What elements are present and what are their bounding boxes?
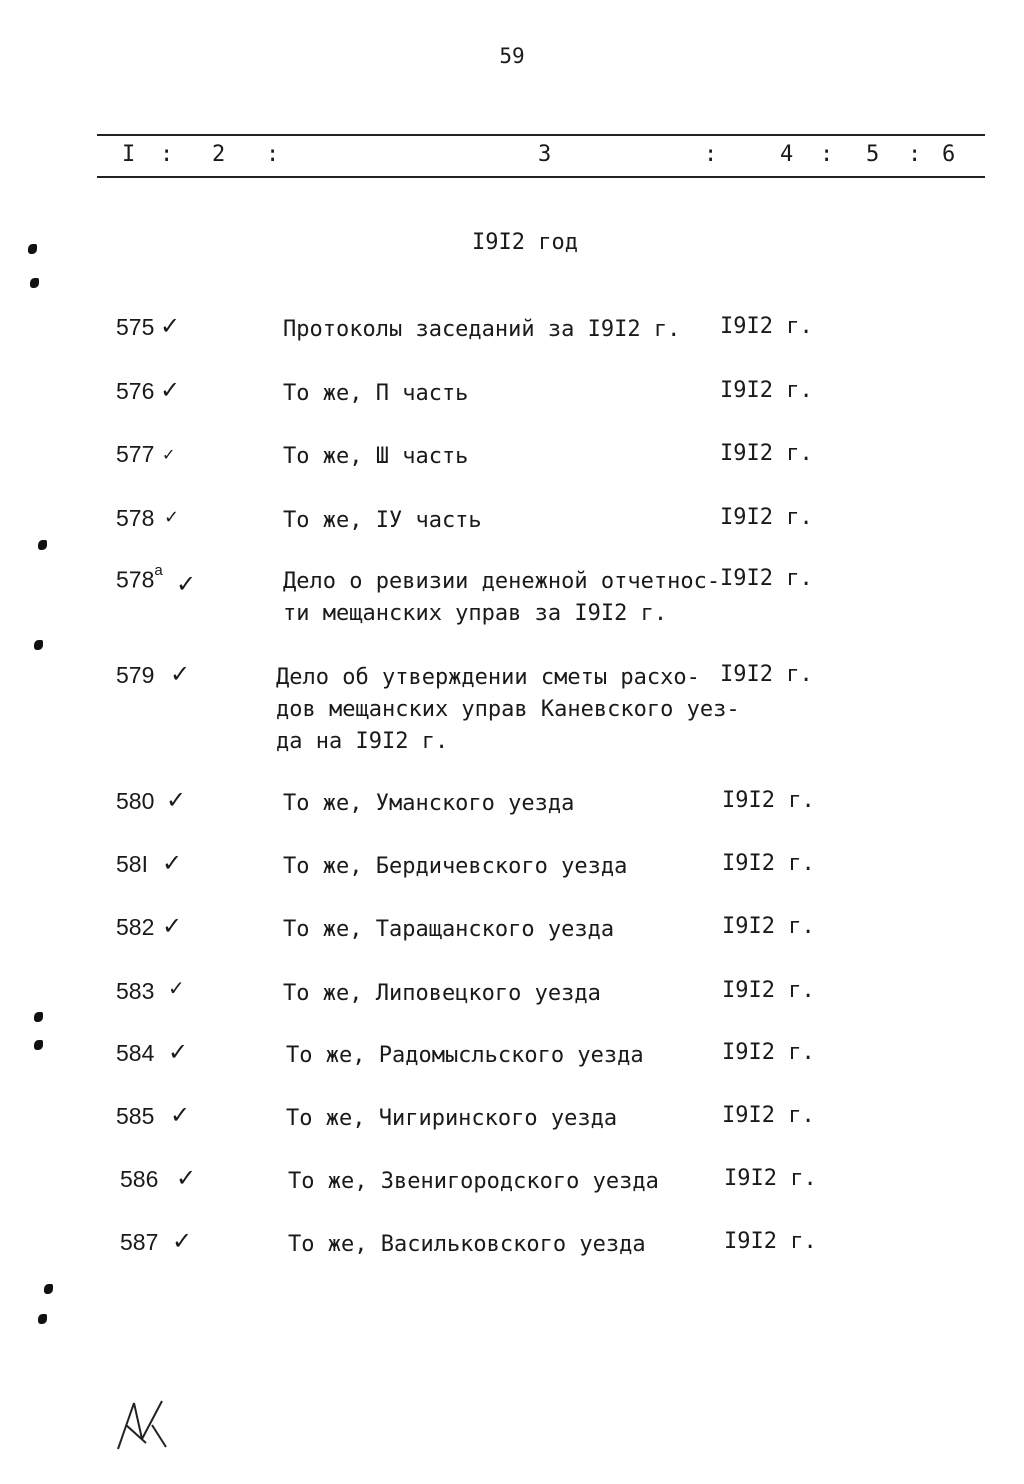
check-mark-icon: ✓ (176, 570, 197, 598)
entry-number (116, 788, 154, 815)
entry-date: I9I2 г. (720, 566, 813, 591)
check-mark-icon: ✓ (168, 976, 185, 1000)
column-separator: : (266, 142, 280, 167)
entry-number-value: 583 (116, 978, 155, 1004)
entry-number-value: 586 (120, 1166, 159, 1192)
check-mark-icon: ✓ (160, 312, 181, 340)
entry-date: I9I2 г. (722, 788, 815, 813)
entry-title: То же, Звенигородского уезда (288, 1169, 659, 1194)
binder-hole-mark (34, 1012, 43, 1022)
entry-number-value: 576 (116, 378, 155, 404)
binder-hole-mark (38, 1314, 47, 1324)
entry-number (120, 1229, 158, 1256)
entry-title: Протоколы заседаний за I9I2 г. (283, 317, 681, 342)
entry-number (116, 505, 154, 532)
entry-number-value: 578 (116, 566, 155, 593)
check-mark-icon: ✓ (162, 912, 183, 940)
check-mark-icon: ✓ (160, 376, 181, 404)
entry-number (116, 1040, 154, 1067)
column-header-6: 6 (942, 142, 956, 167)
column-separator: : (908, 142, 922, 167)
column-header-1: I (122, 142, 136, 167)
entry-date: I9I2 г. (722, 1103, 815, 1128)
entry-title: Дело об утверждении сметы расхо- дов мещанских управ Каневского уез- да на I9I2 г. (276, 665, 740, 754)
binder-hole-mark (38, 540, 47, 550)
entry-title: То же, П часть (283, 381, 469, 406)
column-header-4: 4 (780, 142, 794, 167)
entry-number (116, 662, 154, 689)
column-separator: : (704, 142, 718, 167)
entry-date: I9I2 г. (722, 1040, 815, 1065)
entry-number-value: 579 (116, 662, 155, 688)
entry-number (120, 1166, 158, 1193)
entry-title: То же, Таращанского уезда (283, 917, 615, 942)
binder-hole-mark (34, 1040, 43, 1050)
section-title: I9I2 год (472, 230, 578, 255)
entry-number (116, 314, 154, 341)
entry-title: То же, IУ часть (283, 508, 482, 533)
header-bottom-rule (97, 176, 985, 178)
entry-number (116, 851, 148, 878)
check-mark-icon: ✓ (168, 1038, 189, 1066)
entry-date: I9I2 г. (722, 914, 815, 939)
entry-number (116, 914, 154, 941)
column-separator: : (820, 142, 834, 167)
page-number: 59 (499, 44, 525, 68)
entry-title: То же, Бердичевского уезда (283, 854, 628, 879)
entry-number (116, 562, 163, 594)
entry-date: I9I2 г. (724, 1229, 817, 1254)
entry-date: I9I2 г. (720, 505, 813, 530)
entry-title: То же, Уманского уезда (283, 791, 575, 816)
entry-date: I9I2 г. (720, 441, 813, 466)
entry-date: I9I2 г. (722, 978, 815, 1003)
entry-number-value: 577 (116, 441, 155, 467)
entry-title: То же, Радомысльского уезда (286, 1043, 644, 1068)
check-mark-icon: ✓ (170, 660, 191, 688)
binder-hole-mark (34, 640, 43, 650)
entry-title: То же, Васильковского уезда (288, 1232, 646, 1257)
column-header-3: 3 (538, 142, 552, 167)
check-mark-icon: ✓ (176, 1164, 197, 1192)
column-separator: : (160, 142, 174, 167)
entry-title: Дело о ревизии денежной отчетнос- ти мещанских управ за I9I2 г. (283, 569, 721, 626)
entry-number (116, 978, 154, 1005)
entry-number-value: 582 (116, 914, 155, 940)
entry-number-value: 585 (116, 1103, 155, 1129)
column-header-5: 5 (866, 142, 880, 167)
entry-title: То же, Ш часть (283, 444, 469, 469)
handwritten-signature (112, 1395, 172, 1455)
entry-number-superscript: а (154, 562, 163, 579)
binder-hole-mark (44, 1284, 53, 1294)
check-mark-icon: ✓ (170, 1101, 191, 1129)
entry-number (116, 441, 154, 468)
entry-number-value: 580 (116, 788, 155, 814)
column-header-2: 2 (212, 142, 226, 167)
check-mark-icon: ✓ (172, 1227, 193, 1255)
entry-number-value: 575 (116, 314, 155, 340)
check-mark-icon: ✓ (162, 849, 183, 877)
entry-number-value: 587 (120, 1229, 159, 1255)
entry-number-value: 584 (116, 1040, 155, 1066)
binder-hole-mark (28, 244, 37, 254)
entry-number-value: 58I (116, 851, 148, 877)
entry-number (116, 1103, 154, 1130)
header-top-rule (97, 134, 985, 136)
check-mark-icon: ✓ (164, 507, 180, 528)
entry-date: I9I2 г. (722, 851, 815, 876)
entry-number-value: 578 (116, 505, 155, 531)
check-mark-icon: ✓ (162, 445, 176, 464)
check-mark-icon: ✓ (166, 786, 187, 814)
entry-title: То же, Чигиринского уезда (286, 1106, 618, 1131)
entry-date: I9I2 г. (720, 378, 813, 403)
entry-date: I9I2 г. (720, 314, 813, 339)
entry-title: То же, Липовецкого уезда (283, 981, 601, 1006)
entry-date: I9I2 г. (724, 1166, 817, 1191)
entry-date: I9I2 г. (720, 662, 813, 687)
entry-number (116, 378, 154, 405)
binder-hole-mark (30, 278, 39, 288)
